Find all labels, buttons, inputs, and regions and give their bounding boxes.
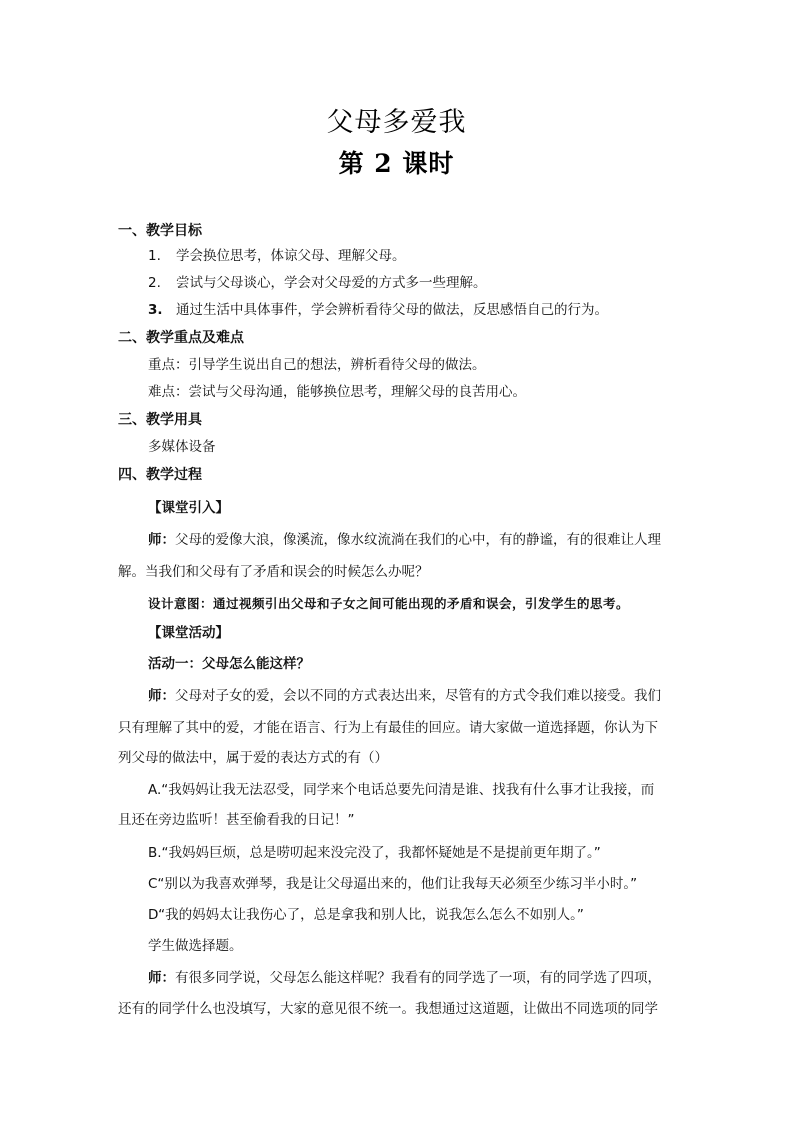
list-item (148, 246, 678, 266)
final-paragraph-line (148, 968, 678, 988)
activity-paragraph-line (148, 686, 678, 706)
teacher-label: 师： (148, 970, 175, 986)
activity-paragraph-line: 只有理解了其中的爱，才能在语言、行为上有最佳的回应。请大家做一道选择题，你认为下 (118, 720, 658, 736)
key-point-text: 重点：引导学生说出自己的想法，辨析看待父母的做法。 (148, 357, 486, 373)
list-text: 尝试与父母谈心，学会对父母爱的方式多一些理解。 (176, 275, 487, 291)
page-title: 父母多爱我 (326, 107, 467, 138)
tools-text: 多媒体设备 (148, 439, 216, 455)
section-heading-process: 四、教学过程 (118, 467, 202, 483)
final-text: 有很多同学说，父母怎么能这样呢？我看有的同学选了一项，有的同学选了四项， (175, 970, 661, 986)
section-heading-objectives: 一、教学目标 (118, 223, 202, 239)
list-text: 通过生活中具体事件，学会辨析看待父母的做法，反思感悟自己的行为。 (176, 302, 608, 318)
intro-paragraph-line: 解。当我们和父母有了矛盾和误会的时候怎么办呢？ (118, 564, 429, 580)
design-intent: 设计意图：通过视频引出父母和子女之间可能出现的矛盾和误会，引发学生的思考。 (148, 596, 630, 611)
activity-title: 活动一：父母怎么能这样？ (148, 656, 310, 672)
list-number: 1. (148, 248, 161, 264)
option-a-line: A.“我妈妈让我无法忍受，同学来个电话总要先问清是谁、找我有什么事才让我接，而 (148, 782, 655, 798)
teacher-label: 师： (148, 688, 175, 704)
lesson-subtitle: 第 2 课时 (338, 149, 455, 178)
activity-label: 【课堂活动】 (148, 625, 229, 641)
section-heading-tools: 三、教学用具 (118, 412, 202, 428)
students-do-text: 学生做选择题。 (148, 938, 243, 954)
final-paragraph-line: 还有的同学什么也没填写，大家的意见很不统一。我想通过这道题，让做出不同选项的同学 (118, 1001, 658, 1017)
option-c: C“别以为我喜欢弹琴，我是让父母逼出来的，他们让我每天必须至少练习半小时。” (148, 876, 638, 892)
list-item (148, 273, 678, 293)
teacher-label: 师： (148, 532, 175, 548)
activity-text: 父母对子女的爱，会以不同的方式表达出来，尽管有的方式令我们难以接受。我们 (175, 688, 661, 704)
option-a-line: 且还在旁边监听！甚至偷看我的日记！” (118, 812, 355, 828)
intro-paragraph-line (148, 530, 678, 550)
option-b: B.“我妈妈巨烦，总是唠叨起来没完没了，我都怀疑她是不是提前更年期了。” (148, 845, 601, 861)
list-number: 3. (148, 302, 163, 318)
section-heading-key-points: 二、教学重点及难点 (118, 330, 244, 346)
difficulty-text: 难点：尝试与父母沟通，能够换位思考，理解父母的良苦用心。 (148, 384, 526, 400)
list-item (148, 300, 678, 320)
intro-label: 【课堂引入】 (148, 500, 229, 516)
intro-text: 父母的爱像大浪，像溪流，像水纹流淌在我们的心中，有的静谧，有的很难让人理 (175, 532, 661, 548)
list-text: 学会换位思考，体谅父母、理解父母。 (176, 248, 406, 264)
option-d: D“我的妈妈太让我伤心了，总是拿我和别人比，说我怎么怎么不如别人。” (148, 907, 584, 923)
activity-paragraph-line: 列父母的做法中，属于爱的表达方式的有（） (118, 750, 388, 766)
list-number: 2. (148, 275, 161, 291)
